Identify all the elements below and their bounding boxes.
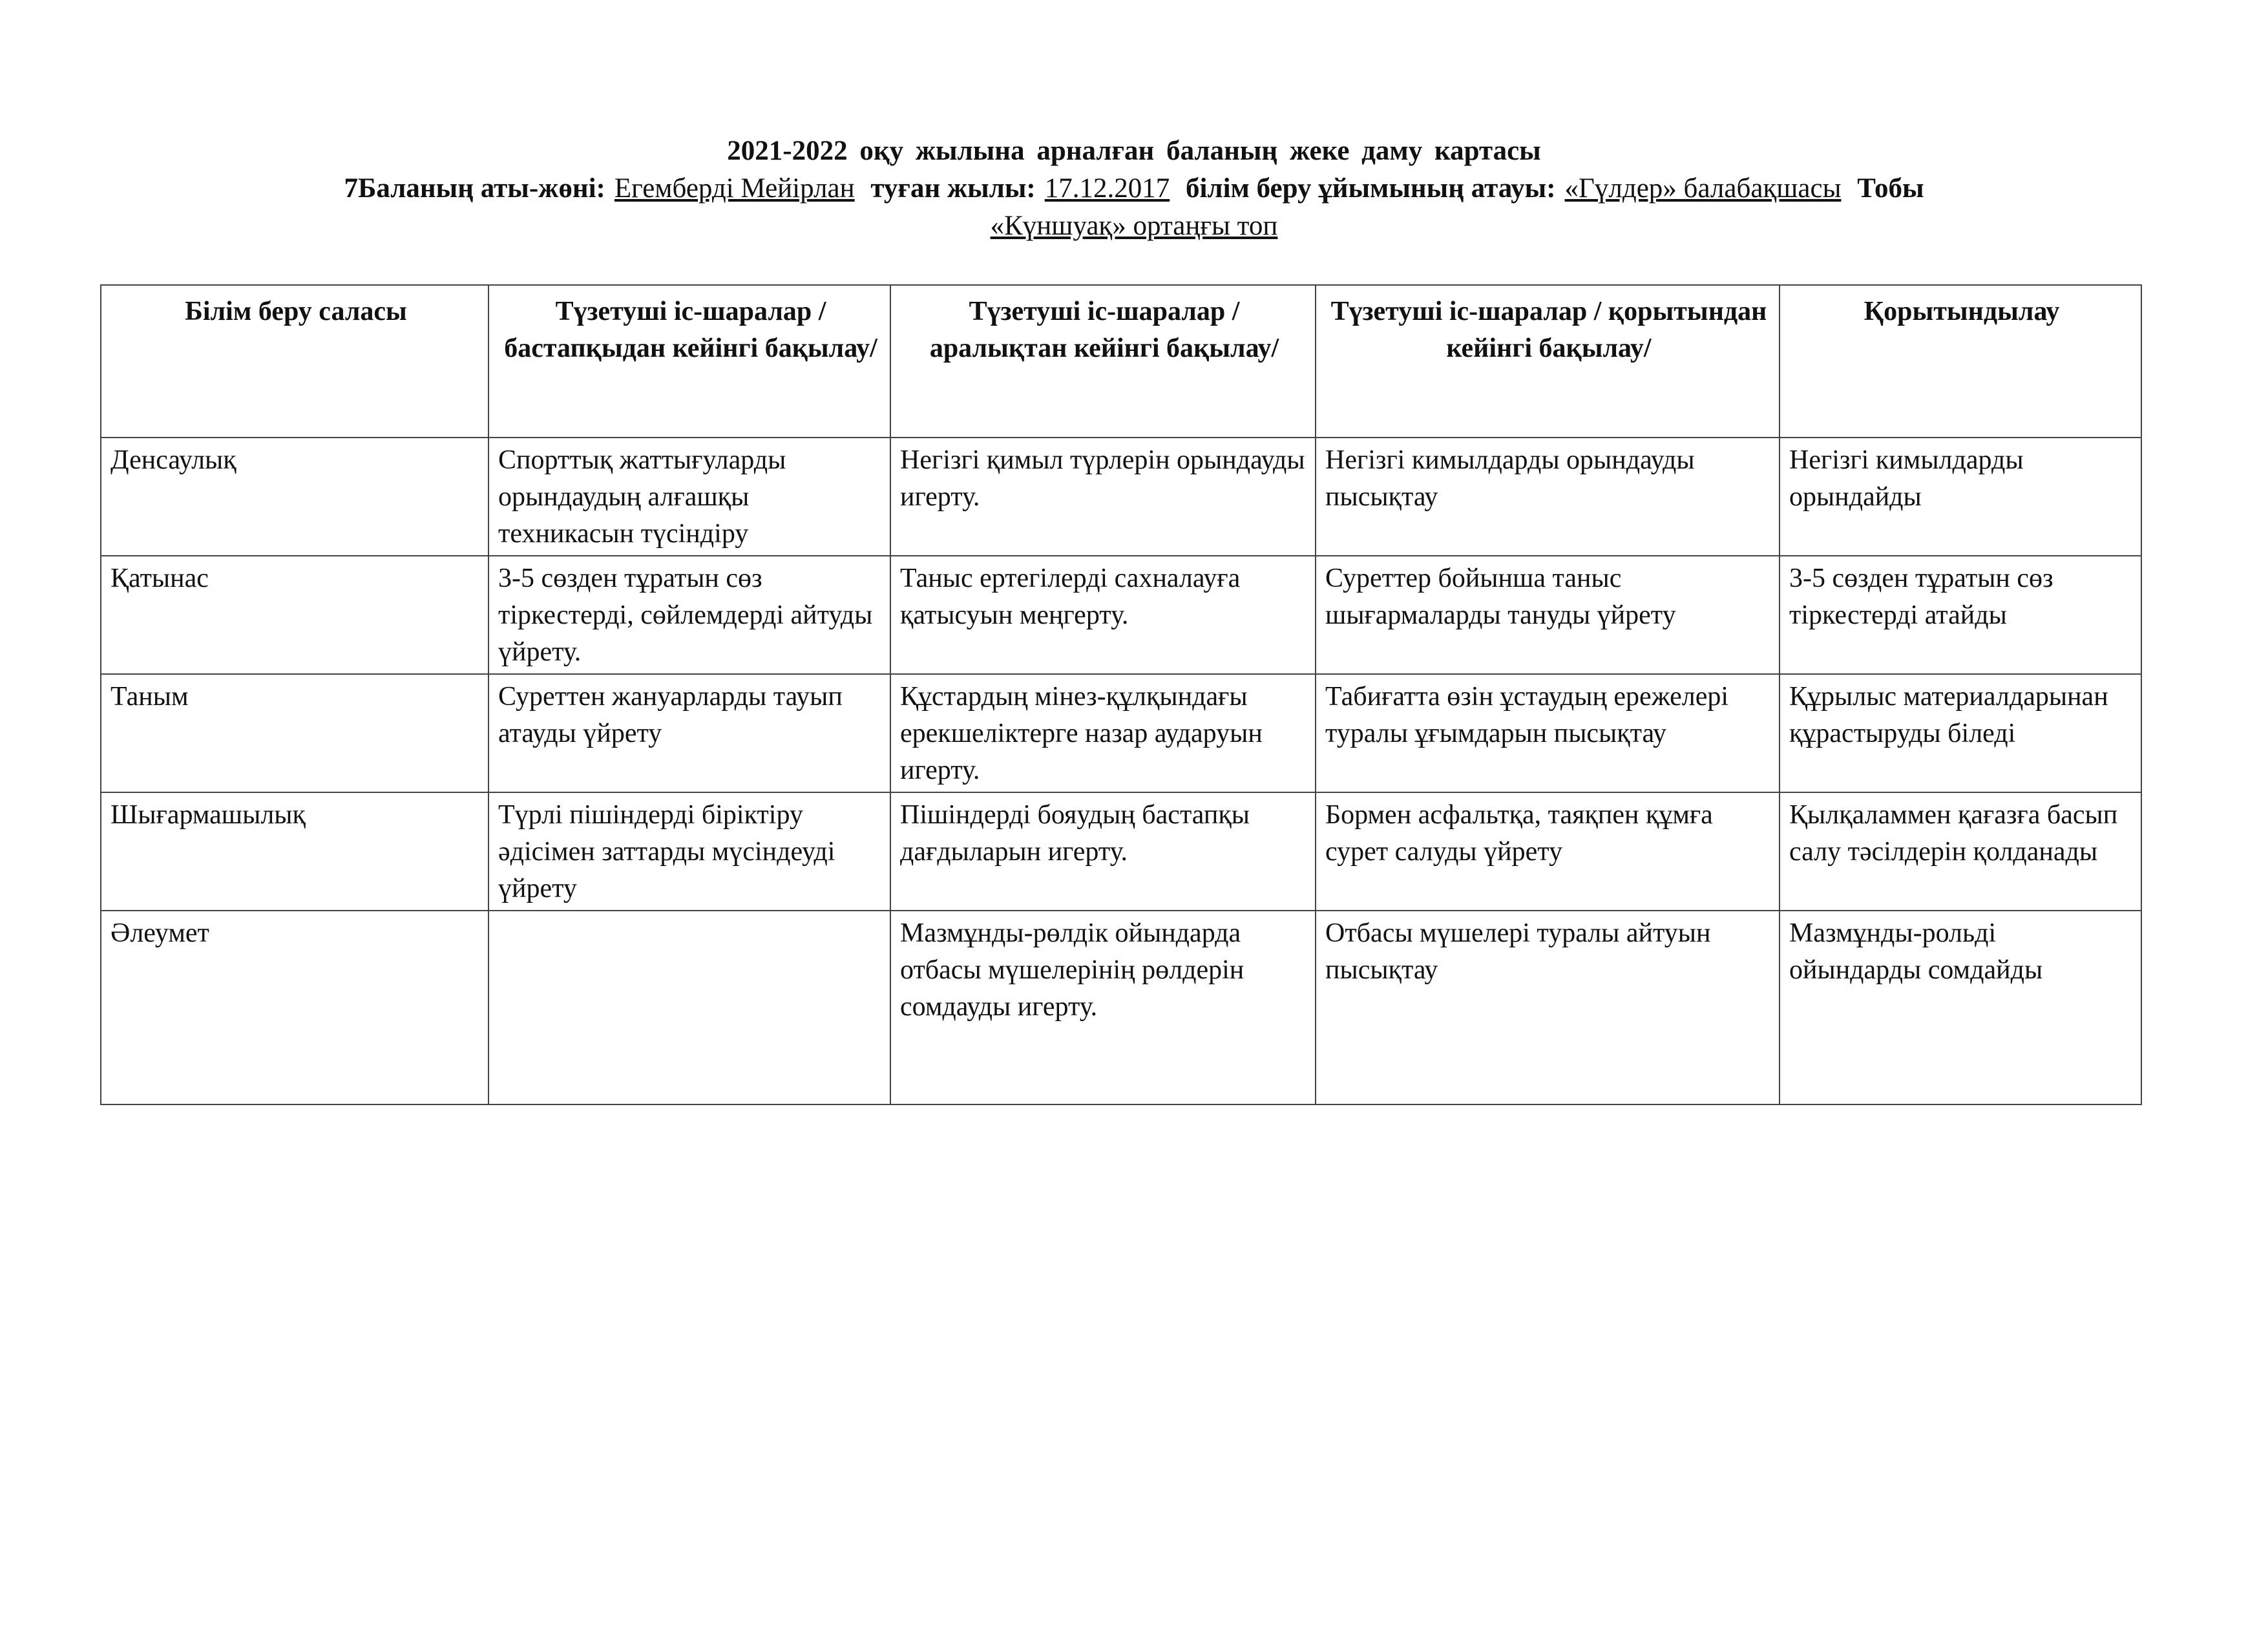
table-cell: Отбасы мүшелері туралы айтуын пысықтау xyxy=(1316,911,1780,1104)
table-cell: Құстардың мінез-құлқындағы ерекшеліктерге назар аударуын игерту. xyxy=(890,674,1316,792)
table-cell: Негізгі кимылдарды орындайды xyxy=(1780,438,2141,556)
group-value: «Күншуақ» ортаңғы топ xyxy=(990,211,1278,241)
org-label: білім беру ұйымының атауы: xyxy=(1186,173,1556,204)
table-cell: Негізгі кимылдарды орындауды пысықтау xyxy=(1316,438,1780,556)
table-row xyxy=(101,674,2141,792)
table-cell: Мазмұнды-рольді ойындарды сомдайды xyxy=(1780,911,2141,1104)
table-header-row xyxy=(101,285,2141,438)
table-cell: Таным xyxy=(101,674,488,792)
name-label: 7Баланың аты-жөні: xyxy=(344,173,605,204)
group-label: Тобы xyxy=(1857,173,1924,204)
table-cell xyxy=(488,911,890,1104)
column-header-initial: Түзетуші іс-шаралар /бастапқыдан кейінгі бақылау/ xyxy=(488,285,890,438)
development-map-table xyxy=(100,284,2142,1105)
table-cell: Табиғатта өзін ұстаудың ережелері туралы ұғымдарын пысықтау xyxy=(1316,674,1780,792)
column-header-summary: Қорытындылау xyxy=(1780,285,2141,438)
table-cell: Суреттен жануарларды тауып атауды үйрету xyxy=(488,674,890,792)
name-value: Егемберді Мейірлан xyxy=(614,173,855,204)
document-title: 2021-2022 оқу жылына арналған баланың жеке даму картасы xyxy=(727,136,1541,166)
table-cell: Пішіндерді бояудың бастапқы дағдыларын игерту. xyxy=(890,792,1316,911)
table-cell: Бормен асфальтқа, таяқпен құмға сурет салуды үйрету xyxy=(1316,792,1780,911)
column-header-area: Білім беру саласы xyxy=(101,285,488,438)
table-row xyxy=(101,438,2141,556)
table-cell: Негізгі қимыл түрлерін орындауды игерту. xyxy=(890,438,1316,556)
org-value: «Гүлдер» балабақшасы xyxy=(1564,173,1842,204)
document-header xyxy=(0,132,2268,245)
column-header-intermediate: Түзетуші іс-шаралар / аралықтан кейінгі бақылау/ xyxy=(890,285,1316,438)
child-info-line xyxy=(0,170,2268,207)
table-cell: Мазмұнды-рөлдік ойындарда отбасы мүшелерінің рөлдерін сомдауды игерту. xyxy=(890,911,1316,1104)
table-cell: Әлеумет xyxy=(101,911,488,1104)
table-cell: Қылқаламмен қағазға басып салу тәсілдерін қолданады xyxy=(1780,792,2141,911)
table-cell: Таныс ертегілерді сахналауға қатысуын меңгерту. xyxy=(890,556,1316,674)
table-cell: 3-5 сөзден тұратын сөз тіркестерді, сөйлемдерді айтуды үйрету. xyxy=(488,556,890,674)
table-cell: Денсаулық xyxy=(101,438,488,556)
table-row xyxy=(101,911,2141,1104)
table-cell: Құрылыс материалдарынан құрастыруды біледі xyxy=(1780,674,2141,792)
table-row xyxy=(101,556,2141,674)
column-header-final: Түзетуші іс-шаралар / қорытындан кейінгі бақылау/ xyxy=(1316,285,1780,438)
table-cell: Шығармашылық xyxy=(101,792,488,911)
table-cell: Спорттық жаттығуларды орындаудың алғашқы техникасын түсіндіру xyxy=(488,438,890,556)
table-row xyxy=(101,792,2141,911)
birth-label: туған жылы: xyxy=(870,173,1036,204)
table-cell: Суреттер бойынша таныс шығармаларды тануды үйрету xyxy=(1316,556,1780,674)
table-cell: Түрлі пішіндерді біріктіру әдісімен заттарды мүсіндеуді үйрету xyxy=(488,792,890,911)
table-cell: Қатынас xyxy=(101,556,488,674)
table-cell: 3-5 сөзден тұратын сөз тіркестерді атайды xyxy=(1780,556,2141,674)
birth-value: 17.12.2017 xyxy=(1044,173,1170,204)
